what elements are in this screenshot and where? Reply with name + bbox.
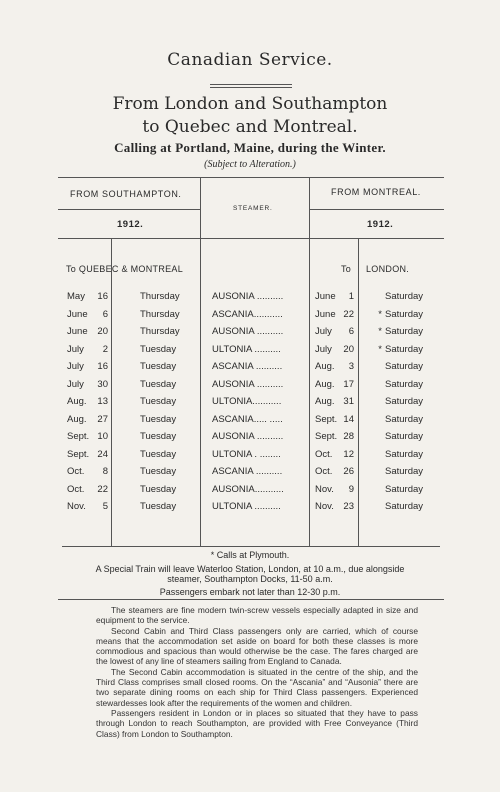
arrival-month: Sept. bbox=[315, 413, 338, 425]
departure-weekday: Thursday bbox=[140, 308, 180, 320]
arrival-day: 26 bbox=[343, 466, 354, 477]
departure-weekday: Tuesday bbox=[140, 448, 177, 460]
arrival-day: 9 bbox=[348, 483, 354, 495]
table-col-divider-3 bbox=[309, 177, 310, 546]
departure-day: 20 bbox=[97, 326, 108, 337]
year-right: 1912. bbox=[367, 219, 394, 230]
departure-weekday: Tuesday bbox=[140, 396, 177, 407]
arrival-day: 14 bbox=[343, 413, 354, 425]
from-montreal-header: FROM MONTREAL. bbox=[331, 187, 421, 197]
departure-month: Oct. bbox=[67, 466, 85, 477]
steamer-name: ULTONIA .......... bbox=[212, 343, 281, 355]
arrival-weekday: Saturday bbox=[385, 501, 424, 512]
departure-day: 10 bbox=[97, 431, 108, 442]
table-col-divider-2 bbox=[200, 177, 201, 546]
departure-day: 2 bbox=[102, 343, 108, 355]
arrival-month: Aug. bbox=[315, 396, 335, 407]
departure-day: 22 bbox=[97, 483, 108, 495]
description-paragraph: The Second Cabin accommodation is situated in the centre of the ship, and the Third Class comprises small closed rooms. On the “Ascania” and “Ausonia” there are two separate dining rooms on each ship for Third Class passengers. Experienced stewardesses look after the requirements of the women and children. bbox=[96, 666, 418, 708]
arrival-month: Aug. bbox=[315, 378, 335, 390]
departure-day: 6 bbox=[102, 308, 108, 320]
arrival-weekday: Saturday bbox=[385, 326, 424, 337]
departure-weekday: Thursday bbox=[140, 291, 180, 302]
steamer-name: AUSONIA .......... bbox=[212, 431, 284, 442]
arrival-day: 6 bbox=[348, 326, 354, 337]
departure-weekday: Tuesday bbox=[140, 431, 177, 442]
departure-month: Sept. bbox=[67, 431, 90, 442]
arrival-month: July bbox=[315, 343, 332, 355]
arrival-day: 3 bbox=[348, 361, 354, 372]
steamer-name: ASCANIA .......... bbox=[212, 361, 283, 372]
departure-month: Sept. bbox=[67, 448, 90, 460]
steamer-name: ASCANIA........... bbox=[212, 308, 283, 320]
departure-month: July bbox=[67, 361, 84, 372]
steamer-name: ASCANIA .......... bbox=[212, 466, 283, 477]
arrival-month: Sept. bbox=[315, 431, 338, 442]
table-col-divider-1 bbox=[111, 238, 112, 546]
arrival-day: 22 bbox=[343, 308, 354, 320]
arrival-weekday: Saturday bbox=[385, 396, 424, 407]
departure-day: 16 bbox=[97, 291, 108, 302]
departure-day: 8 bbox=[102, 466, 108, 477]
departure-day: 13 bbox=[97, 396, 108, 407]
arrival-day: 28 bbox=[343, 431, 354, 442]
departure-weekday: Tuesday bbox=[140, 413, 177, 425]
departure-month: Aug. bbox=[67, 396, 87, 407]
departure-weekday: Tuesday bbox=[140, 466, 177, 477]
plymouth-marker: * bbox=[378, 308, 382, 320]
steamer-name: ULTONIA........... bbox=[212, 396, 282, 407]
arrival-month: Nov. bbox=[315, 483, 334, 495]
arrival-weekday: Saturday bbox=[385, 448, 424, 460]
table-bottom-rule bbox=[62, 546, 440, 547]
description-text bbox=[96, 605, 418, 739]
description-paragraph: Second Cabin and Third Class passengers only are carried, which of course means that the accommodation set aside on board for both these classes is more commodious and spacious than would otherwise be the case. The fares charged are the lowest of any line of steamers sailing from England to Canada. bbox=[96, 625, 418, 667]
steamer-name: AUSONIA .......... bbox=[212, 378, 284, 390]
special-train-line2: steamer, Southampton Docks, 11-50 a.m. bbox=[167, 574, 333, 584]
to-header: To bbox=[341, 264, 352, 274]
departure-weekday: Tuesday bbox=[140, 361, 177, 372]
year-left: 1912. bbox=[117, 219, 144, 230]
departure-day: 24 bbox=[97, 448, 108, 460]
from-southampton-header: FROM SOUTHAMPTON. bbox=[70, 189, 182, 199]
embark-note: Passengers embark not later than 12-30 p.m. bbox=[159, 587, 341, 597]
departure-day: 30 bbox=[97, 378, 108, 390]
departure-weekday: Thursday bbox=[140, 326, 180, 337]
departure-day: 27 bbox=[97, 413, 108, 425]
arrival-weekday: Saturday bbox=[385, 291, 424, 302]
departure-month: June bbox=[67, 326, 88, 337]
route-heading-line2: to Quebec and Montreal. bbox=[142, 117, 358, 137]
departure-day: 16 bbox=[97, 361, 108, 372]
arrival-day: 20 bbox=[343, 343, 354, 355]
description-paragraph: The steamers are fine modern twin-screw vessels especially adapted in size and equipment to the service. bbox=[96, 605, 418, 626]
departure-weekday: Tuesday bbox=[140, 343, 177, 355]
arrival-month: July bbox=[315, 326, 332, 337]
table-header-rule-right bbox=[309, 209, 444, 210]
plymouth-note: * Calls at Plymouth. bbox=[210, 550, 290, 560]
departure-weekday: Tuesday bbox=[140, 501, 177, 512]
departure-month: July bbox=[67, 343, 84, 355]
arrival-month: Oct. bbox=[315, 466, 333, 477]
departure-month: Nov. bbox=[67, 501, 86, 512]
arrival-day: 12 bbox=[343, 448, 354, 460]
calling-note: Calling at Portland, Maine, during the Winter. bbox=[114, 140, 386, 155]
steamer-header: STEAMER. bbox=[233, 205, 273, 212]
to-quebec-montreal-header: To QUEBEC & MONTREAL bbox=[66, 264, 184, 274]
subject-note: (Subject to Alteration.) bbox=[204, 159, 296, 170]
arrival-weekday: Saturday bbox=[385, 431, 424, 442]
table-top-rule bbox=[58, 177, 444, 178]
departure-month: July bbox=[67, 378, 84, 390]
arrival-month: Nov. bbox=[315, 501, 334, 512]
route-heading-line1: From London and Southampton bbox=[112, 94, 388, 114]
arrival-weekday: Saturday bbox=[385, 483, 424, 495]
steamer-name: ULTONIA . ........ bbox=[212, 448, 281, 460]
arrival-weekday: Saturday bbox=[385, 308, 424, 320]
special-train-line1: A Special Train will leave Waterloo Station, London, at 10 a.m., due alongside bbox=[95, 564, 405, 574]
arrival-day: 17 bbox=[343, 378, 354, 390]
arrival-month: June bbox=[315, 308, 336, 320]
arrival-day: 31 bbox=[343, 396, 354, 407]
to-london-header: LONDON. bbox=[366, 264, 410, 274]
departure-day: 5 bbox=[102, 501, 108, 512]
departure-month: May bbox=[67, 291, 85, 302]
arrival-month: Oct. bbox=[315, 448, 333, 460]
plymouth-marker: * bbox=[378, 343, 382, 355]
steamer-name: AUSONIA .......... bbox=[212, 291, 284, 302]
arrival-weekday: Saturday bbox=[385, 361, 424, 372]
arrival-weekday: Saturday bbox=[385, 343, 424, 355]
arrival-month: Aug. bbox=[315, 361, 335, 372]
plymouth-marker: * bbox=[378, 326, 382, 337]
departure-weekday: Tuesday bbox=[140, 378, 177, 390]
description-paragraph: Passengers resident in London or in places so situated that they have to pass through London to reach Southampton, are provided with Free Conveyance (Third Class) from London to Southampton. bbox=[96, 707, 418, 739]
steamer-name: ASCANIA..... ..... bbox=[212, 413, 283, 425]
arrival-month: June bbox=[315, 291, 336, 302]
departure-month: June bbox=[67, 308, 88, 320]
page-title: Canadian Service. bbox=[167, 50, 333, 70]
notes-bottom-rule bbox=[58, 599, 444, 600]
steamer-name: ULTONIA .......... bbox=[212, 501, 281, 512]
departure-weekday: Tuesday bbox=[140, 483, 177, 495]
arrival-day: 23 bbox=[343, 501, 354, 512]
departure-month: Aug. bbox=[67, 413, 87, 425]
steamer-name: AUSONIA .......... bbox=[212, 326, 284, 337]
arrival-weekday: Saturday bbox=[385, 466, 424, 477]
table-year-rule bbox=[58, 238, 444, 239]
table-header-rule-left bbox=[58, 209, 200, 210]
arrival-day: 1 bbox=[348, 291, 354, 302]
departure-month: Oct. bbox=[67, 483, 85, 495]
table-col-divider-4 bbox=[358, 238, 359, 546]
arrival-weekday: Saturday bbox=[385, 378, 424, 390]
title-underline bbox=[210, 84, 292, 88]
arrival-weekday: Saturday bbox=[385, 413, 424, 425]
steamer-name: AUSONIA........... bbox=[212, 483, 284, 495]
